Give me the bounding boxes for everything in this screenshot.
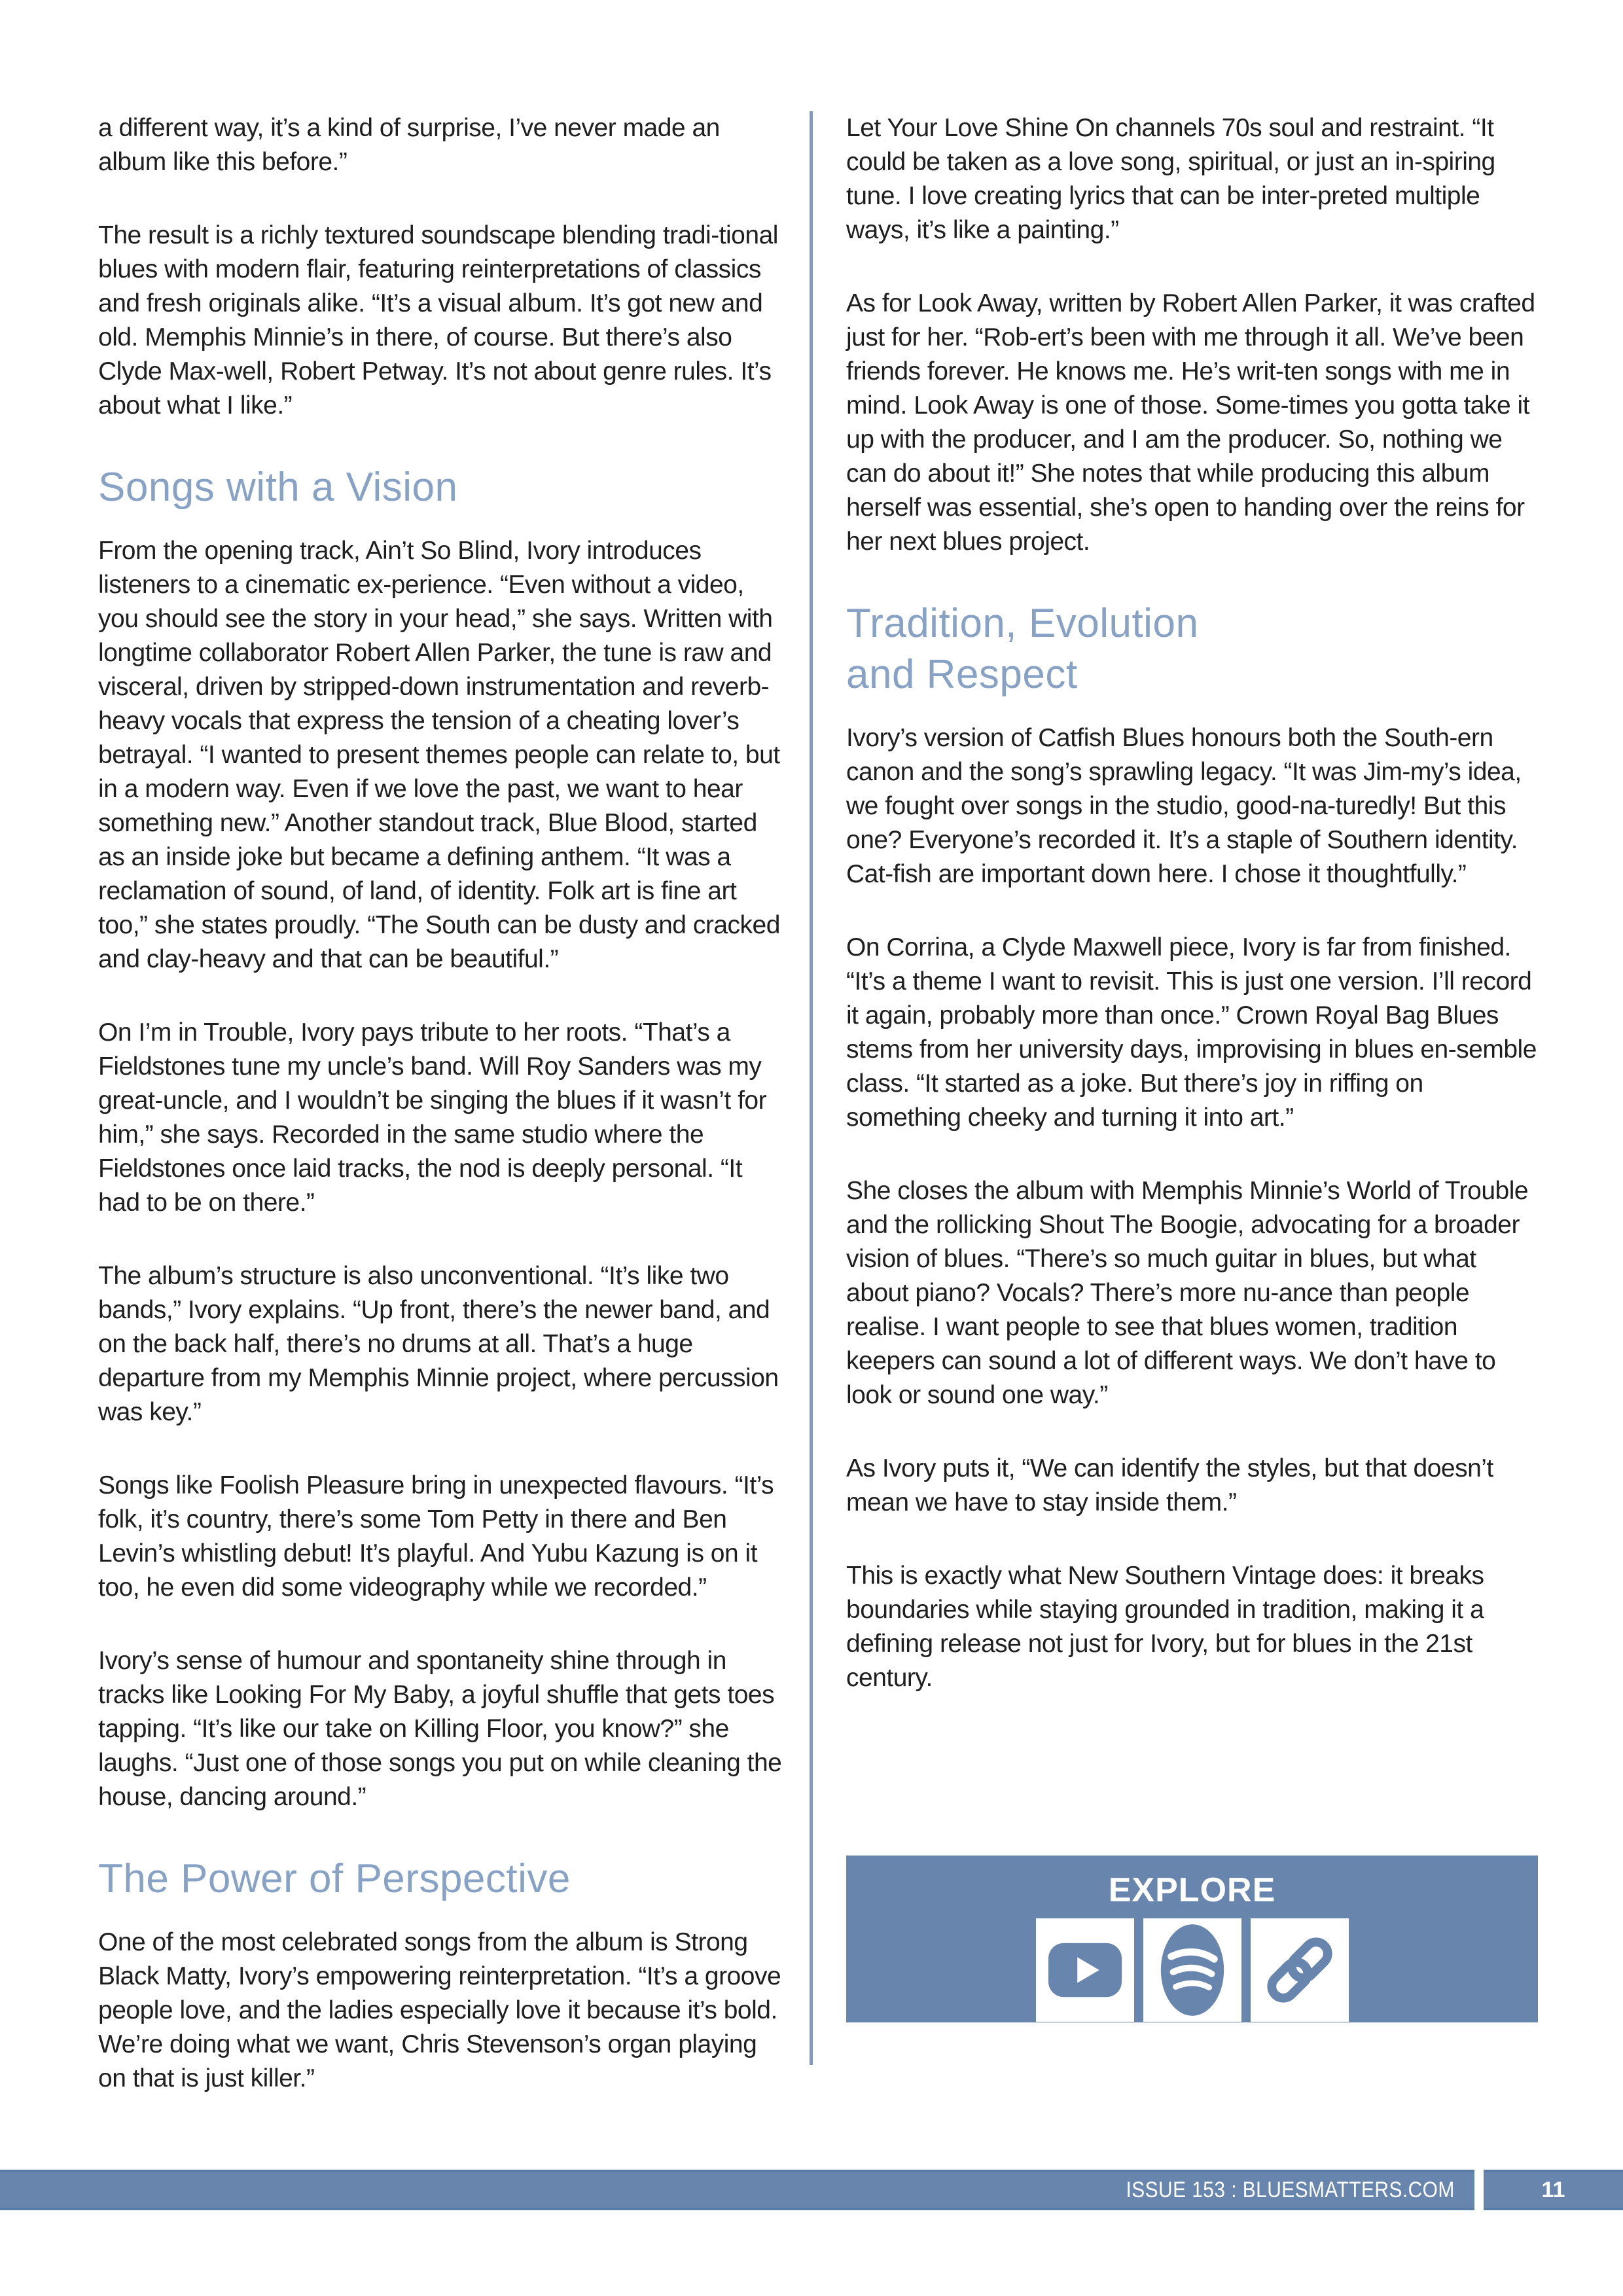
paragraph: Ivory’s version of Catfish Blues honours both the South-ern canon and the song’s sprawling legacy. “It was Jim-my’s idea, we fought over songs in the studio, good-na-turedly! But this one? Everyone’s recorded it. It’s a staple of Southern identity. Cat-fish are important down here. I chose it thoughtfully.” [846,724,1522,888]
spotify-icon [1154,1922,1231,2018]
paragraph: As Ivory puts it, “We can identify the styles, but that doesn’t mean we have to stay inside them.” [846,1454,1493,1516]
paragraph: One of the most celebrated songs from the album is Strong Black Matty, Ivory’s empowering reinterpretation. “It’s a groove people love, and the ladies especially love it because it’s bold. We’re doing what we want, Chris Stevenson’s organ playing on that is just killer.” [98,1928,781,2092]
paragraph: The result is a richly textured soundscape blending tradi-tional blues with modern flair, featuring reinterpretations of classics and fresh originals alike. “It’s a visual album. It’s got new and old. Memphis Minnie’s in there, of course. But there’s also Clyde Max-well, Robert Petway. It’s not about genre rules. It’s about what I like.” [98,221,778,420]
column-divider [810,111,813,2065]
footer-page-number: 11 [1541,2177,1565,2202]
paragraph: Ivory’s sense of humour and spontaneity shine through in tracks like Looking For My Baby, a joyful shuffle that gets toes tapping. “It’s like our take on Killing Floor, you know?” she laughs. “Just one of those songs you put on while cleaning the house, dancing around.” [98,1647,782,1811]
paragraph: Let Your Love Shine On channels 70s soul and restraint. “It could be taken as a love song, spiritual, or just an in-spiring tune. I love creating lyrics that can be inter-preted multiple ways, it’s like a painting.” [846,114,1495,244]
explore-box [846,1856,1538,2022]
heading-power-of-perspective: The Power of Perspective [98,1856,571,1901]
spotify-link-card[interactable] [1143,1918,1241,2022]
paragraph: On I’m in Trouble, Ivory pays tribute to her roots. “That’s a Fieldstones tune my uncle’s band. Will Roy Sanders was my great-uncle, and I wouldn’t be singing the blues if it wasn’t for him,” she says. Recorded in the same studio where the Fieldstones once laid tracks, the nod is deeply personal. “It had to be on there.” [98,1018,767,1217]
paragraph: a different way, it’s a kind of surprise, I’ve never made an album like this before.” [98,114,720,176]
external-link-card[interactable] [1251,1918,1349,2022]
youtube-icon [1046,1922,1124,2018]
link-icon [1261,1922,1338,2018]
paragraph: She closes the album with Memphis Minnie’s World of Trouble and the rollicking Shout The Boogie, advocating for a broader vision of blues. “There’s so much guitar in blues, but what about piano? Vocals? There’s more nu-ance than people realise. I want people to see that blues women, tradition keepers can sound a lot of different ways. We don’t have to look or sound one way.” [846,1177,1529,1409]
paragraph: As for Look Away, written by Robert Allen Parker, it was crafted just for her. “Rob-ert’s been with me through it all. We’ve been friends forever. He knows me. He’s writ-ten songs with me in mind. Look Away is one of those. Some-times you gotta take it up with the producer, and I am the producer. So, nothing we can do about it!” She notes that while producing this album herself was essential, she’s open to handing over the reins for her next blues project. [846,289,1535,556]
right-column [846,111,1538,2022]
footer-issue-text: ISSUE 153 : BLUESMATTERS.COM [1126,2177,1455,2202]
explore-title: EXPLORE [1108,1871,1276,1909]
heading-songs-with-a-vision: Songs with a Vision [98,465,458,510]
paragraph: On Corrina, a Clyde Maxwell piece, Ivory is far from finished. “It’s a theme I want to revisit. This is just one version. I’ll record it again, probably more than once.” Crown Royal Bag Blues stems from her university days, improvising in blues en-semble class. “It started as a joke. But there’s joy in riffing on something cheeky and turning it into art.” [846,933,1537,1132]
paragraph: Songs like Foolish Pleasure bring in unexpected flavours. “It’s folk, it’s country, there’s some Tom Petty in there and Ben Levin’s whistling debut! It’s playful. And Yubu Kazung is on it too, he even did some videography while we recorded.” [98,1471,774,1602]
left-column [98,111,783,2135]
heading-line: Tradition, Evolution [846,601,1199,646]
footer-page-number-box [1484,2170,1623,2210]
paragraph: From the opening track, Ain’t So Blind, Ivory introduces listeners to a cinematic ex-perience. “Even without a video, you should see the story in your head,” she says. Written with longtime collaborator Robert Allen Parker, the tune is raw and visceral, driven by stripped-down instrumentation and reverb-heavy vocals that express the tension of a cheating lover’s betrayal. “I wanted to present themes people can relate to, but in a modern way. Even if we love the past, we want to hear something new.” Another standout track, Blue Blood, started as an inside joke but became a defining anthem. “It was a reclamation of sound, of land, of identity. Folk art is fine art too,” she states proudly. “The South can be dusty and cracked and clay-heavy and that can be beautiful.” [98,537,780,973]
paragraph: This is exactly what New Southern Vintage does: it breaks boundaries while staying grounded in tradition, making it a defining release not just for Ivory, but for blues in the 21st century. [846,1562,1484,1692]
heading-line: and Respect [846,652,1078,697]
youtube-link-card[interactable] [1036,1918,1134,2022]
footer-bar [0,2170,1474,2210]
explore-cards [846,1918,1538,2022]
heading-tradition-evolution-and-respect [846,598,1538,700]
paragraph: The album’s structure is also unconventional. “It’s like two bands,” Ivory explains. “Up front, there’s the newer band, and on the back half, there’s no drums at all. That’s a huge departure from my Memphis Minnie project, where percussion was key.” [98,1262,779,1426]
